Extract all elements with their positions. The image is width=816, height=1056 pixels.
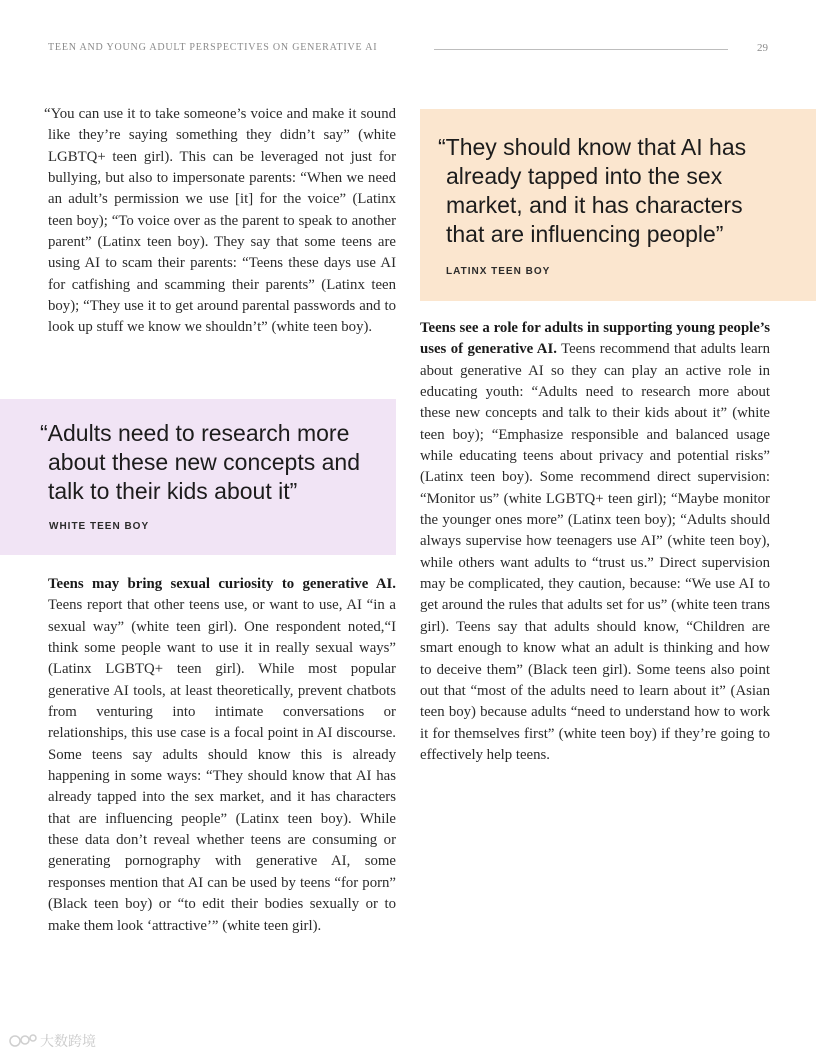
watermark xyxy=(8,1030,108,1050)
pull-quote-box-sex-market xyxy=(420,109,816,301)
page-header xyxy=(48,42,768,58)
left-paragraph-voice-impersonation: “You can use it to take someone’s voice and make it sound like they’re saying something they didn’t say” (white LGBTQ+ teen girl). This can be leveraged not just for bullying, but also to impersonate parents: “When we need an adult’s permission we use [it] for the voice” (Latinx teen boy); “To voice over as the parent to speak to another parent” (Latinx teen boy). They say that some teens are using AI to scam their parents: “Teens these days use AI for catfishing and scamming their parents” (Latinx teen boy); “They use it to get around parental passwords and to look up stuff we know we shouldn’t” (white teen boy). xyxy=(44,106,396,336)
section-heading: Teens see a role for adults in supporting young people’s uses of generative AI. xyxy=(420,320,770,358)
pull-quote-attribution: LATINX TEEN BOY xyxy=(446,266,551,277)
running-title: TEEN AND YOUNG ADULT PERSPECTIVES ON GENERATIVE AI xyxy=(48,42,378,53)
pull-quote-text: “Adults need to research more about these new concepts and talk to their kids about it” xyxy=(40,420,361,504)
section-body: Teens recommend that adults learn about generative AI so they can play an active role in educating youth: “Adults need to research more about these new concepts and talk to their kids about it” (white teen boy); “Emphasize responsible and balanced usage while educating teens about privacy and potential risks” (Latinx teen boy). Some recommend direct supervision: “Monitor us” (white LGBTQ+ teen girl); “Maybe monitor the younger ones more” (Latinx teen boy); “Adults should always supervise how teenagers use AI” (white teen boy), while others want adults to “trust us.” Direct supervision may be complicated, they caution, because: “We use AI to get around the rules that adults set for us” (white teen trans girl). Teens say that adults should know, “Children are smart enough to know what an adult is thinking and how to deceive them” (Black teen girl). Some teens also point out that “most of the adults need to learn about it” (Asian teen boy) because adults “need to understand how to work it for themselves first” (white teen boy) if they’re going to effectively help teens. xyxy=(420,341,770,763)
left-paragraph-sexual-curiosity xyxy=(48,574,396,937)
watermark-text: 大数跨境 xyxy=(40,1034,96,1050)
pull-quote-box-adults-research xyxy=(0,399,396,555)
section-body: Teens report that other teens use, or want to use, AI “in a sexual way” (white teen girl). One respondent noted,“I think some people want to use it in really sexual ways” (Latinx LGBTQ+ teen girl). While most popular generative AI tools, at least theoretically, prevent chatbots from venturing into intimate conversations or relationships, this use case is a focal point in AI discourse. Some teens say adults should know this is already happening in some ways: “They should know that AI has already tapped into the sex market, and it has characters that are influencing people” (Latinx teen boy). While these data don’t reveal whether teens are consuming or generating pornography with generative AI, some responses mention that AI can be used by teens “for porn” (Black teen boy) or “to edit their bodies sexually or to make them look ‘attractive’” (white teen girl). xyxy=(48,597,396,934)
pull-quote-text: “They should know that AI has already tapped into the sex market, and it has characters that are influencing people” xyxy=(438,134,747,247)
pull-quote-attribution: WHITE TEEN BOY xyxy=(49,521,150,532)
page-number: 29 xyxy=(757,42,768,54)
header-divider xyxy=(434,49,728,50)
right-paragraph-adult-role xyxy=(420,318,770,766)
watermark-logo-icon xyxy=(8,1032,38,1048)
section-heading: Teens may bring sexual curiosity to generative AI. xyxy=(48,576,396,592)
